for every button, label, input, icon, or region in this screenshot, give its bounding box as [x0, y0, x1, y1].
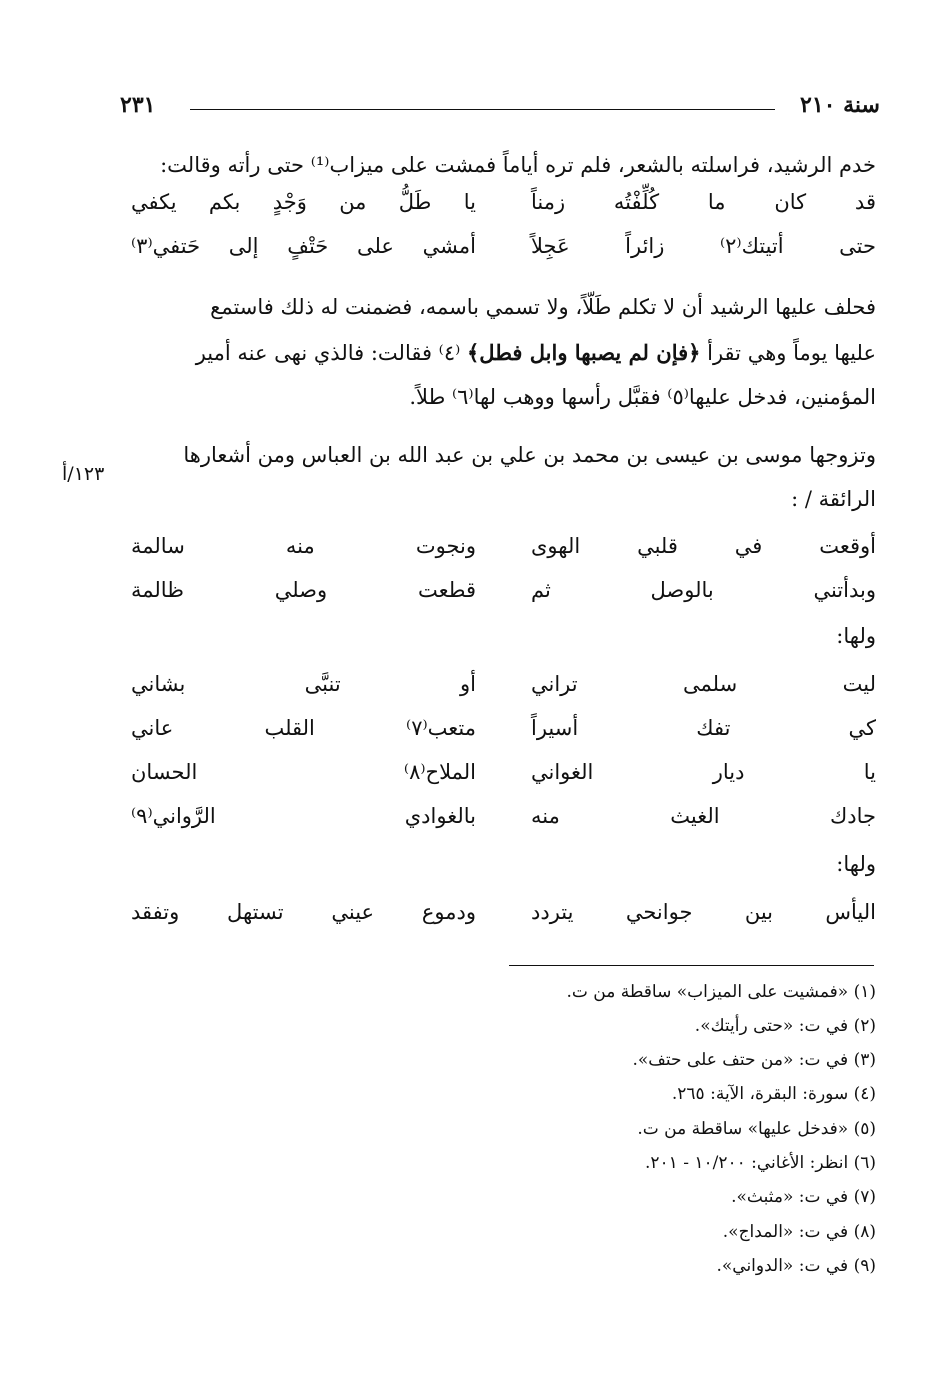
manuscript-folio-note: ١٢٣/أ — [62, 463, 105, 485]
verse-3 — [131, 534, 876, 570]
verse-8-first-hemistich: جادك الغيث منه — [531, 804, 876, 828]
verse-9-first-hemistich: اليأس بين جوانحي يتردد — [531, 900, 876, 924]
footnote-4: (٤) سورة: البقرة، الآية: ٢٦٥. — [671, 1084, 876, 1104]
page-number: ٢٣١ — [120, 92, 156, 118]
verse-7-second-hemistich: الملاح⁽٨⁾ الحسان — [131, 760, 476, 784]
header-year: سنة ٢١٠ — [800, 92, 880, 118]
paragraph-2-line-2-end: ⁽٤⁾ فقالت: فالذي نهى عنه أمير — [195, 341, 461, 365]
verse-4-second-hemistich: قطعت وصلي ظالمة — [131, 578, 476, 602]
verse-7 — [131, 760, 876, 796]
verse-4 — [131, 578, 876, 614]
verse-2 — [131, 234, 876, 270]
verse-1-second-hemistich: يا طَلُّ من وَجْدٍ بكم يكفي — [131, 190, 476, 214]
verse-2-second-hemistich: أمشي على حَتْفٍ إلى حَتفي⁽٣⁾ — [131, 234, 476, 258]
verse-3-first-hemistich: أوقعت في قلبي الهوى — [531, 534, 876, 558]
paragraph-2-line-1: فحلف عليها الرشيد أن لا تكلم طَلّاً، ولا تسمي باسمه، فضمنت له ذلك فاستمع — [210, 295, 876, 319]
verse-8 — [131, 804, 876, 840]
verse-1-first-hemistich: قد كان ما كُلِّفْتُه زمناً — [531, 190, 876, 214]
paragraph-3-line-2: الرائقة / : — [791, 487, 876, 511]
footnote-1: (١) «فمشيت على الميزاب» ساقطة من ت. — [566, 982, 876, 1002]
footnote-6: (٦) انظر: الأغاني: ١٠/٢٠٠ - ٢٠١. — [644, 1153, 876, 1173]
verse-3-second-hemistich: ونجوت منه سالمة — [131, 534, 476, 558]
verse-6 — [131, 716, 876, 752]
verse-2-first-hemistich: حتى أتيتك⁽٢⁾ زائراً عَجِلاً — [531, 234, 876, 258]
verse-7-first-hemistich: يا ديار الغواني — [531, 760, 876, 784]
verse-5-first-hemistich: ليت سلمى تراني — [531, 672, 876, 696]
paragraph-2-line-2 — [126, 334, 876, 372]
footnote-9: (٩) في ت: «الدواني». — [716, 1256, 876, 1276]
quran-quote: ﴿فإن لم يصبها وابل فطل﴾ — [466, 340, 701, 365]
footnote-3: (٣) في ت: «من حتف على حتف». — [632, 1050, 876, 1070]
poem-label-2: ولها: — [836, 852, 876, 876]
verse-8-second-hemistich: بالغوادي الرَّواني⁽٩⁾ — [131, 804, 476, 828]
header-rule — [190, 109, 775, 110]
footnote-8: (٨) في ت: «المداج». — [722, 1222, 876, 1242]
verse-5-second-hemistich: أو تنبَّى بشاني — [131, 672, 476, 696]
verse-6-first-hemistich: كي تفك أسيراً — [531, 716, 876, 740]
footnote-2: (٢) في ت: «حتى رأيتك». — [694, 1016, 876, 1036]
running-header — [120, 92, 880, 122]
paragraph-3-line-1: وتزوجها موسى بن عيسى بن محمد بن علي بن عبد الله بن العباس ومن أشعارها — [183, 443, 876, 467]
footnote-5: (٥) «فدخل عليها» ساقطة من ت. — [637, 1119, 876, 1139]
verse-5 — [131, 672, 876, 708]
verse-1 — [131, 190, 876, 226]
poem-label-1: ولها: — [836, 624, 876, 648]
footnote-7: (٧) في ت: «مثبث». — [731, 1187, 876, 1207]
paragraph-2-line-3: المؤمنين، فدخل عليها⁽٥⁾ فقبَّل رأسها ووهب لها⁽٦⁾ طلاً. — [409, 385, 876, 409]
paragraph-1: خدم الرشيد، فراسلته بالشعر، فلم تره أياماً فمشت على ميزاب⁽¹⁾ حتى رأته وقالت: — [160, 153, 876, 177]
verse-4-first-hemistich: وبدأتني بالوصل ثم — [531, 578, 876, 602]
footnote-separator — [509, 965, 874, 966]
paragraph-2-line-2-start: عليها يوماً وهي تقرأ — [707, 341, 876, 365]
verse-6-second-hemistich: متعب⁽٧⁾ القلب عاني — [131, 716, 476, 740]
verse-9 — [131, 900, 876, 936]
verse-9-second-hemistich: ودموع عيني تستهل وتفقد — [131, 900, 476, 924]
